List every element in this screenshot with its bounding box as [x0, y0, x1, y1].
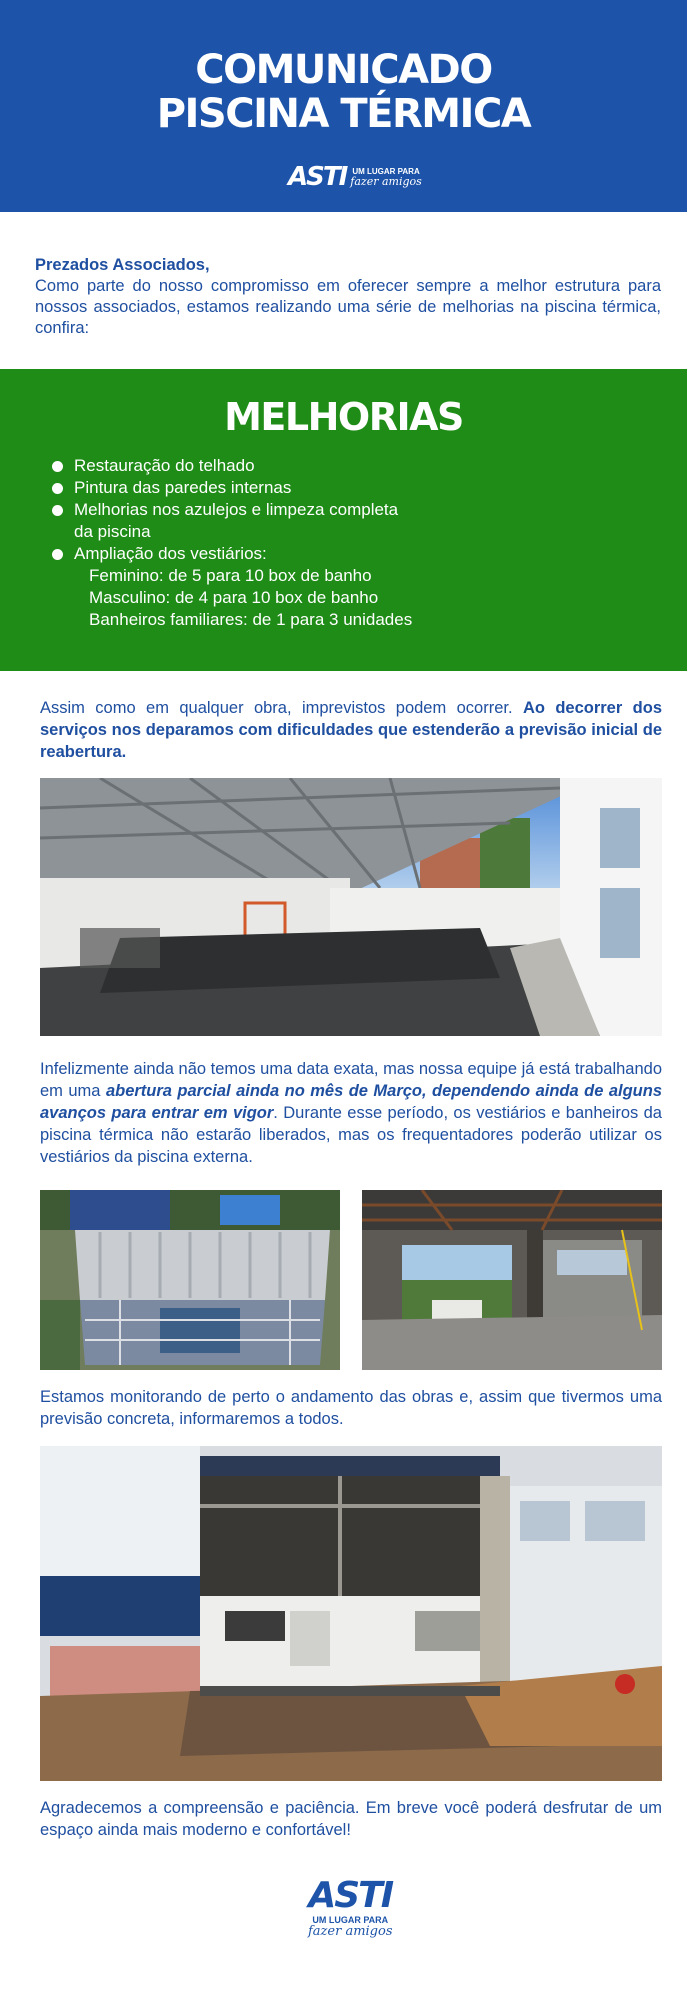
- page-title: [0, 48, 687, 136]
- photo-building-exterior: [40, 1446, 662, 1781]
- emphasis-text: Ao decorrer dos serviços nos deparamos com dificuldades que estenderão a previsão inicial de reabertura.: [40, 699, 662, 761]
- logo-tagline: [308, 1916, 393, 1938]
- bullet-icon: [52, 505, 63, 516]
- bullet-icon: [52, 483, 63, 494]
- paragraph-delays: Assim como em qualquer obra, imprevistos podem ocorrer. Ao decorrer dos serviços nos deparamos com dificuldades que estenderão a previsão inicial de reabertura.: [40, 699, 662, 761]
- logo-tagline-bottom: fazer amigos: [308, 1924, 393, 1939]
- list-item: Ampliação dos vestiários:: [52, 543, 412, 565]
- logo-tagline: [350, 168, 422, 187]
- logo-mark: ASTI: [308, 1875, 393, 1916]
- sub-list-item: Banheiros familiares: de 1 para 3 unidades: [89, 610, 413, 629]
- sub-list-item: Masculino: de 4 para 10 box de banho: [89, 588, 379, 607]
- sub-list-item: Feminino: de 5 para 10 box de banho: [89, 566, 372, 585]
- footer-logo: [308, 1875, 393, 1938]
- greeting: Prezados Associados,: [35, 256, 210, 274]
- paragraph-thanks: Agradecemos a compreensão e paciência. Em breve você poderá desfrutar de um espaço ainda mais moderno e confortável!: [40, 1799, 662, 1839]
- logo-tagline-top: UM LUGAR PARA: [352, 166, 420, 176]
- title-line-2: PISCINA TÉRMICA: [156, 91, 531, 137]
- logo-tagline-top: UM LUGAR PARA: [312, 1915, 389, 1925]
- intro-paragraph: [35, 255, 661, 339]
- paragraph-partial-opening: Infelizmente ainda não temos uma data exata, mas nossa equipe já está trabalhando em uma abertura parcial ainda no mês de Março, dependendo ainda de alguns avanços para entrar em vigor. Durante esse período, os vestiários e banheiros da piscina térmica não estarão liberados, mas os frequentadores poderão utilizar os vestiários da piscina externa.: [40, 1060, 663, 1166]
- title-line-1: COMUNICADO: [195, 47, 492, 93]
- list-item: Pintura das paredes internas: [52, 477, 412, 499]
- improvements-title: MELHORIAS: [224, 395, 463, 439]
- photo-pool-construction: [40, 778, 662, 1036]
- paragraph-monitoring: Estamos monitorando de perto o andamento das obras e, assim que tivermos uma previsão concreta, informaremos a todos.: [40, 1388, 662, 1428]
- bullet-icon: [52, 549, 63, 560]
- header-banner: [0, 0, 687, 212]
- photo-interior-construction: [362, 1190, 662, 1370]
- photo-roof-top-view: [40, 1190, 340, 1370]
- bullet-icon: [52, 461, 63, 472]
- list-item: Melhorias nos azulejos e limpeza completa: [52, 499, 412, 521]
- improvements-section: [0, 369, 687, 671]
- list-item-continuation: da piscina: [74, 522, 151, 541]
- improvements-list: [52, 455, 412, 631]
- header-logo: [288, 162, 422, 192]
- list-item: Restauração do telhado: [52, 455, 412, 477]
- logo-mark: ASTI: [288, 162, 347, 192]
- emphasis-text: abertura parcial ainda no mês de Março, dependendo ainda de alguns avanços para entrar em vigor: [40, 1082, 663, 1122]
- logo-tagline-bottom: fazer amigos: [350, 174, 422, 188]
- intro-text: Como parte do nosso compromisso em oferecer sempre a melhor estrutura para nossos associados, estamos realizando uma série de melhorias na piscina térmica, confira:: [35, 277, 661, 337]
